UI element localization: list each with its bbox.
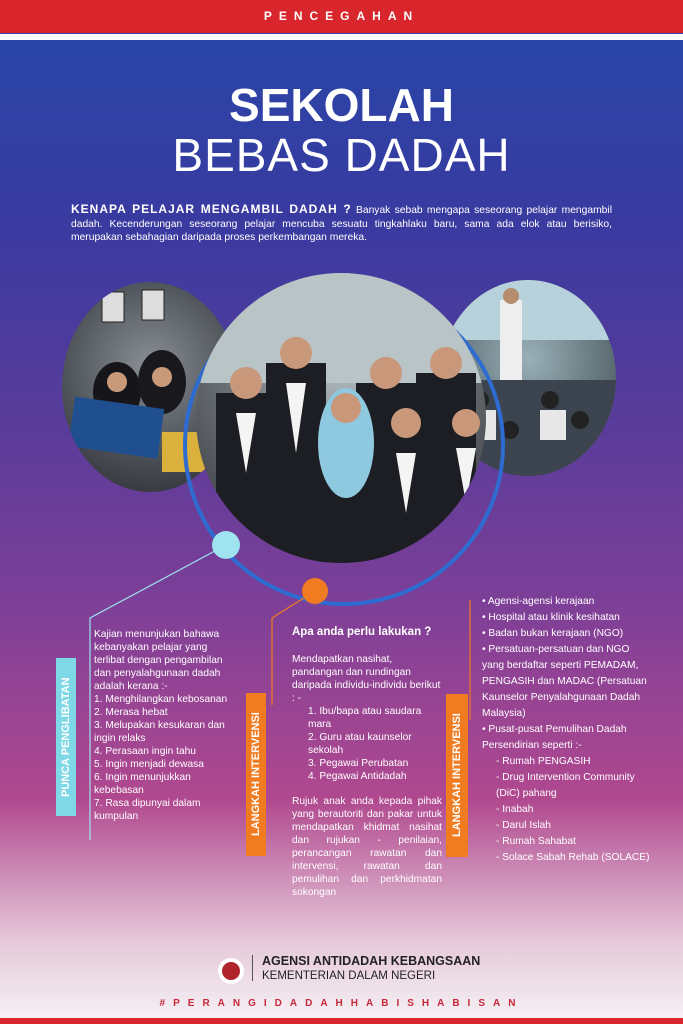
section-apa-anda	[292, 626, 442, 899]
punca-list	[94, 693, 234, 823]
list-item: 7. Rasa dipunyai dalam kumpulan	[94, 798, 201, 822]
sub-list	[482, 754, 652, 866]
sub-list-item: - Rumah PENGASIH	[496, 756, 591, 767]
campaign-hashtag: #PERANGIDADAHHABISHABISAN	[159, 998, 524, 1009]
list-item: 6. Ingin menunjukkan kebebasan	[94, 772, 191, 796]
sub-list-item: - Drug Intervention Community (DiC) pahang	[496, 772, 635, 799]
title-line-1: SEKOLAH	[229, 79, 454, 131]
bottom-banner	[0, 1018, 683, 1024]
list-item: 1. Menghilangkan kebosanan	[94, 694, 228, 705]
category-label: PENCEGAHAN	[263, 9, 420, 23]
list-item: 4. Pegawai Antidadah	[308, 771, 407, 782]
list-item: • Badan bukan kerajaan (NGO)	[482, 628, 624, 639]
footer-divider	[252, 955, 253, 981]
list-item: 4. Perasaan ingin tahu	[94, 746, 196, 757]
section-agencies	[482, 594, 652, 866]
list-item: 1. Ibu/bapa atau saudara mara	[308, 706, 422, 730]
agency-name: AGENSI ANTIDADAH KEBANGSAAN	[262, 954, 481, 968]
intro-text: Banyak sebab mengapa seseorang pelajar mengambil dadah. Kecenderungan seseorang pelajar mencuba sesuatu tingkahlaku baru, sama ada elok atau berisiko, merupakan sebahagian daripada proses perkembangan mereka.	[71, 205, 612, 243]
title-line-2: BEBAS DADAH	[172, 129, 511, 181]
sub-list-item: - Rumah Sahabat	[496, 836, 576, 847]
ministry-name: KEMENTERIAN DALAM NEGERI	[262, 970, 436, 982]
apa-anda-heading: Apa anda perlu lakukan ?	[292, 626, 432, 638]
apa-anda-list	[292, 705, 442, 783]
section-punca	[94, 628, 234, 823]
list-item: 3. Pegawai Perubatan	[308, 758, 409, 769]
list-item: 5. Ingin menjadi dewasa	[94, 759, 204, 770]
list-item: • Agensi-agensi kerajaan	[482, 596, 595, 607]
list-item: • Persatuan-persatuan dan NGO yang berdaftar seperti PEMADAM, PENGASIH dan MADAC (Persatuan Kaunselor Penyalahgunaan Dadah Malaysia)	[482, 644, 647, 719]
sub-list-item: - Darul Islah	[496, 820, 551, 831]
list-item: 2. Merasa hebat	[94, 707, 168, 718]
list-item: 3. Melupakan kesukaran dan ingin relaks	[94, 720, 225, 744]
sub-list-item: - Inabah	[496, 804, 534, 815]
intro-question: KENAPA PELAJAR MENGAMBIL DADAH ?	[71, 202, 352, 216]
list-item: 2. Guru atau kaunselor sekolah	[308, 732, 412, 756]
list-item: • Pusat-pusat Pemulihan Dadah Persendirian seperti :-	[482, 724, 627, 751]
sub-list-item: - Solace Sabah Rehab (SOLACE)	[496, 852, 650, 863]
tab-langkah-intervensi-1: LANGKAH INTERVENSI	[246, 693, 266, 856]
apa-anda-lead: Mendapatkan nasihat, pandangan dan rundingan daripada individu-individu berikut : -	[292, 654, 441, 704]
punca-lead: Kajian menunjukan bahawa kebanyakan pelajar yang terlibat dengan pengambilan dan penyalahgunaan dadah adalah kerana :-	[94, 629, 223, 692]
connector-dot-orange	[302, 578, 328, 604]
tab-punca-penglibatan: PUNCA PENGLIBATAN	[56, 658, 76, 816]
tab-langkah-intervensi-2: LANGKAH INTERVENSI	[446, 694, 468, 857]
agency-logo	[218, 958, 244, 984]
list-item: • Hospital atau klinik kesihatan	[482, 612, 620, 623]
apa-anda-closing: Rujuk anak anda kepada pihak yang berautoriti dan pakar untuk mendapatkan khidmat nasihat dan rujukan - penilaian, perancangan rawatan dan intervensi, rawatan dan pemulihan dan perkhidmatan sokongan	[292, 796, 442, 898]
